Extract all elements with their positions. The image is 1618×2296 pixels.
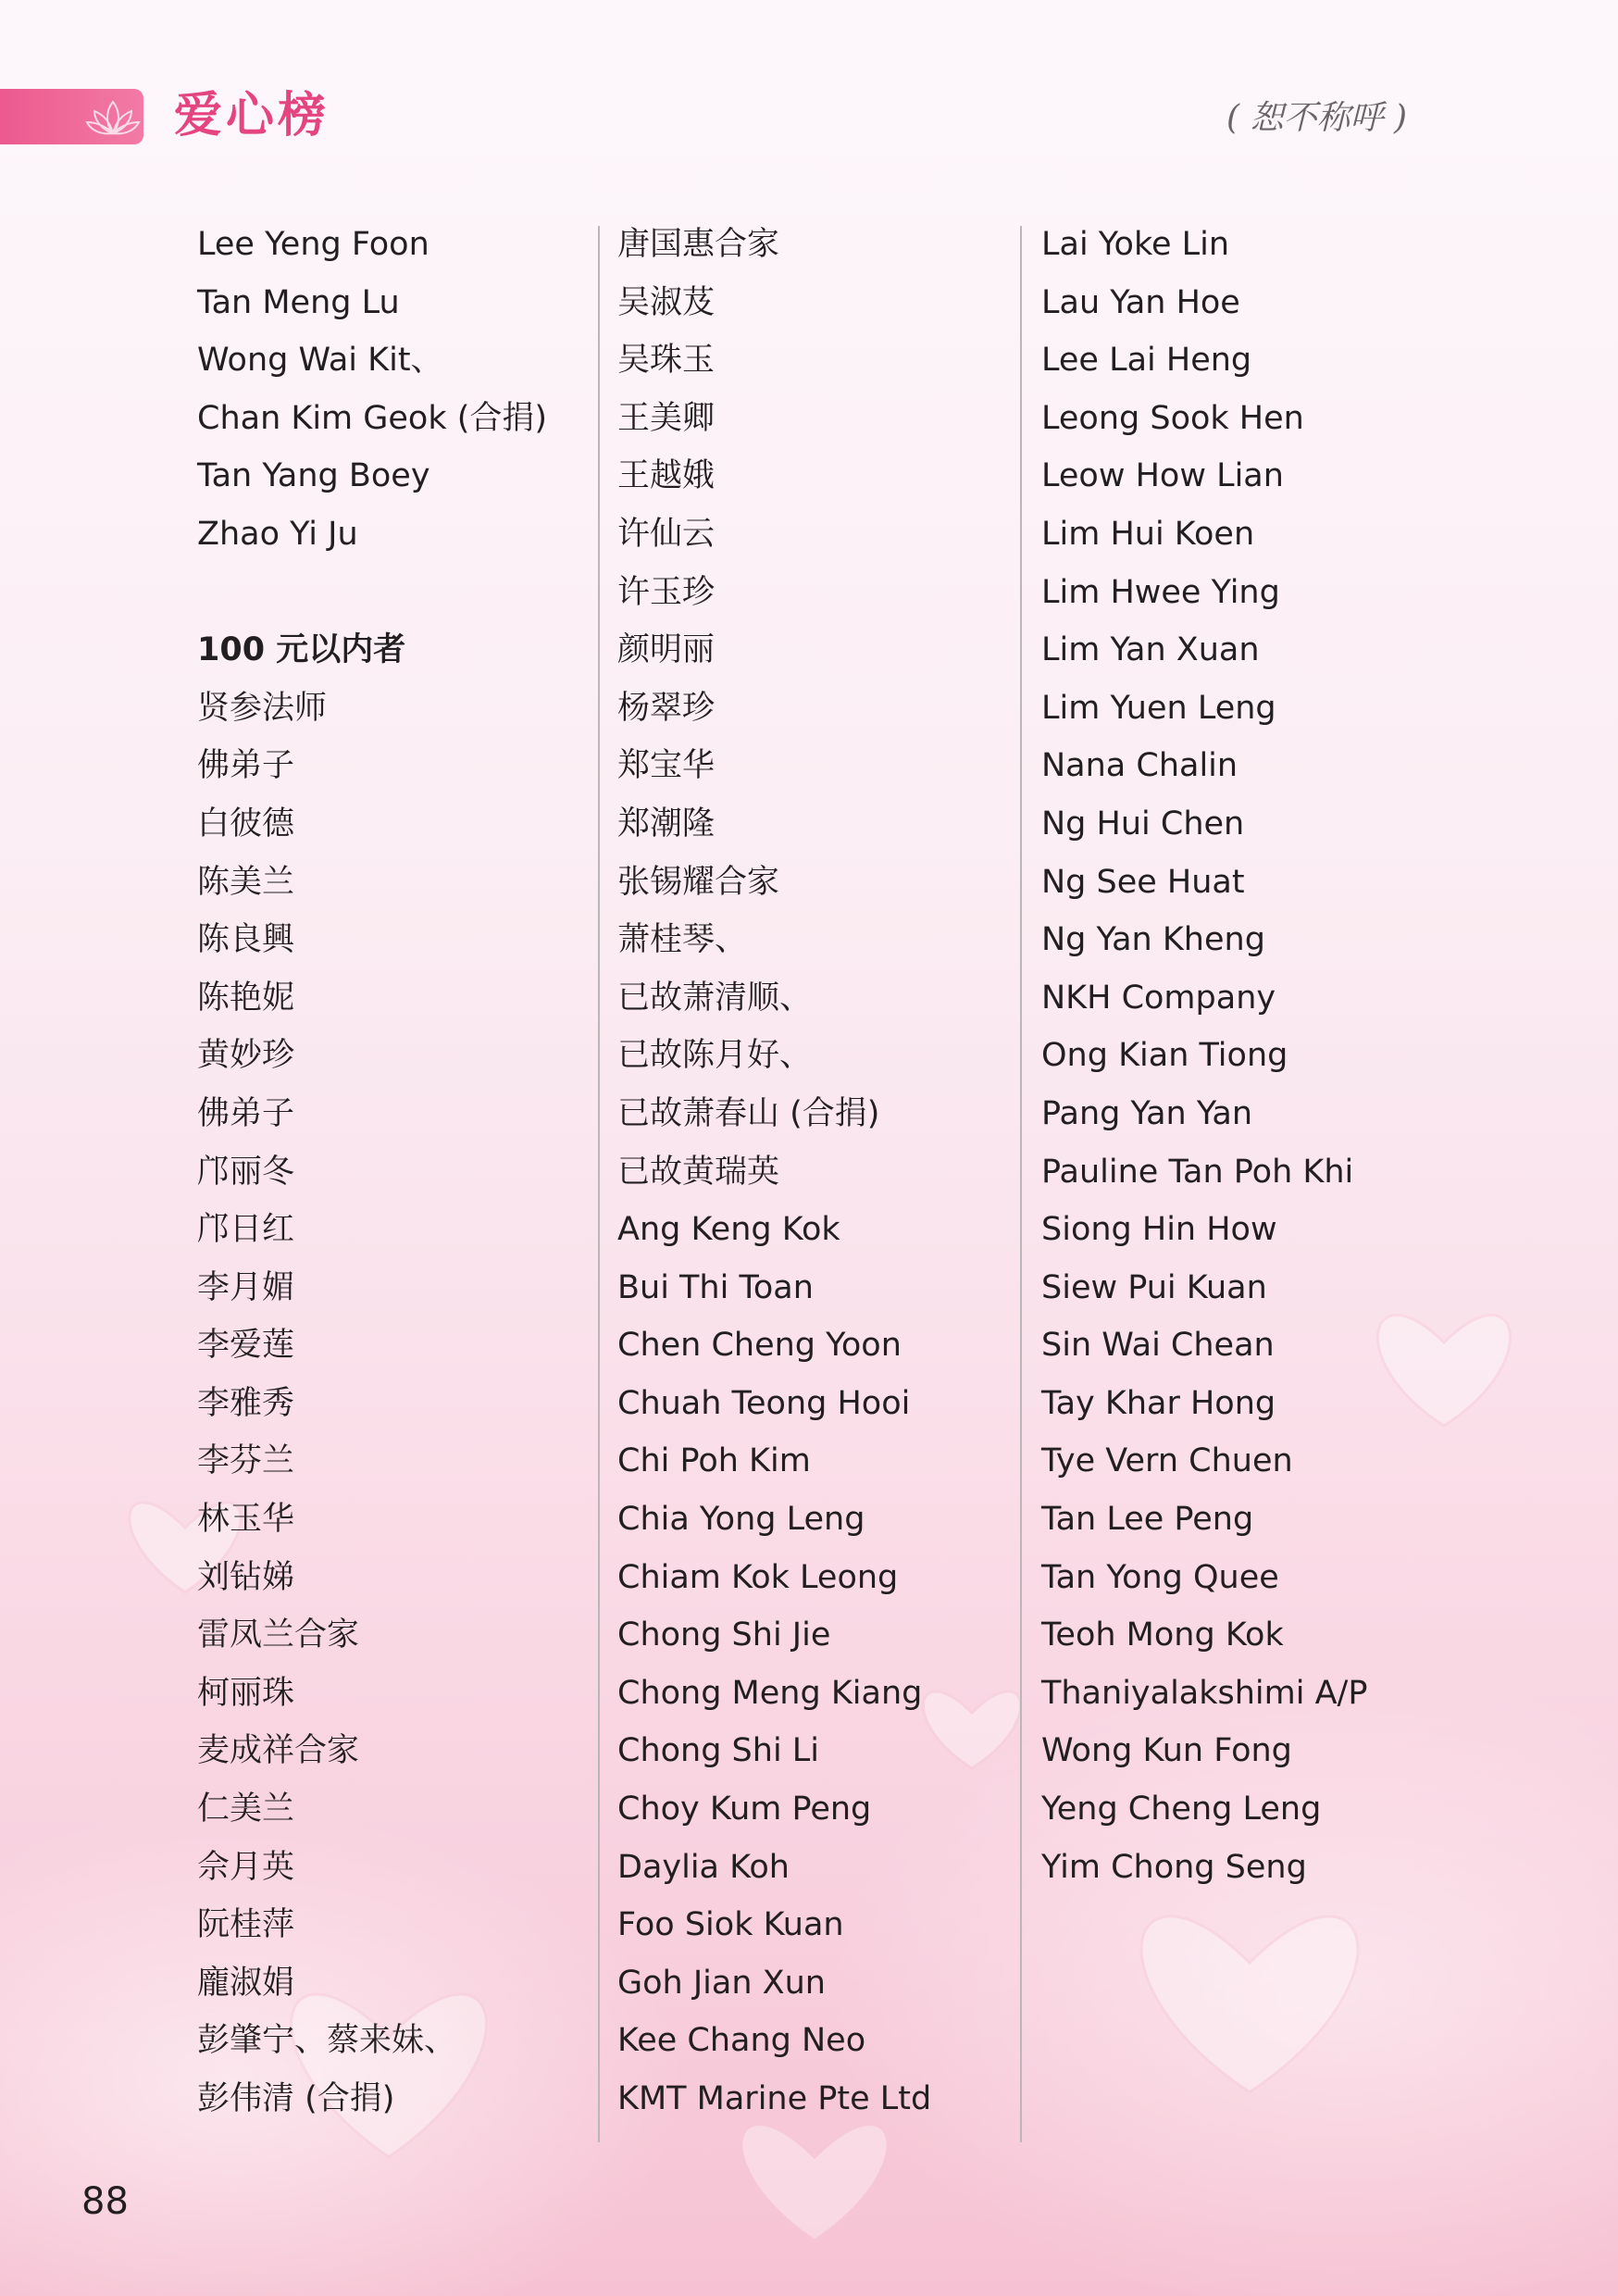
donor-name: Ng See Huat [1041, 863, 1245, 901]
donor-name: Siong Hin How [1041, 1211, 1277, 1249]
donor-name: 已故黄瑞英 [617, 1153, 780, 1191]
donor-name: 许玉珍 [617, 573, 716, 611]
donor-name: Sin Wai Chean [1041, 1327, 1275, 1365]
donor-name: Tan Yang Boey [197, 457, 430, 495]
donor-name: 佛弟子 [197, 747, 295, 785]
section-heading: 100 元以内者 [197, 631, 406, 669]
donor-name: Lim Yan Xuan [1041, 631, 1260, 669]
donor-name: Ang Keng Kok [617, 1211, 840, 1249]
donor-name: Wong Wai Kit、 [197, 342, 443, 380]
donor-name: 邝丽冬 [197, 1153, 295, 1191]
donor-name: 邝日红 [197, 1211, 295, 1249]
column-divider-1 [598, 226, 600, 2142]
donor-name: Choy Kum Peng [617, 1791, 872, 1828]
donor-name: 郑潮隆 [617, 805, 716, 842]
donor-name: Zhao Yi Ju [197, 515, 358, 553]
donor-name: 已故陈月好、 [617, 1037, 813, 1075]
donor-name: 许仙云 [617, 515, 716, 553]
donor-name: 黄妙珍 [197, 1037, 295, 1075]
donor-name: Lim Hwee Ying [1041, 573, 1280, 611]
donor-name: 雷凤兰合家 [197, 1616, 360, 1654]
donor-column-1 [197, 216, 586, 2128]
donor-name: 阮桂萍 [197, 1906, 295, 1944]
subtitle-note: ( 恕不称呼 ) [1226, 99, 1407, 137]
donor-name: NKH Company [1041, 979, 1276, 1017]
donor-name: 吴淑芨 [617, 283, 716, 321]
donor-name: 龐淑娟 [197, 1964, 295, 2002]
donor-name: 麦成祥合家 [197, 1732, 360, 1770]
donor-name: 彭伟清 (合捐) [197, 2080, 395, 2117]
donor-name: Nana Chalin [1041, 747, 1238, 785]
donor-name: 陈美兰 [197, 863, 295, 901]
donor-name: 郑宝华 [617, 747, 716, 785]
donor-name: 李芬兰 [197, 1442, 295, 1480]
donor-name: Bui Thi Toan [617, 1268, 814, 1306]
donor-name: Tay Khar Hong [1041, 1384, 1276, 1422]
donor-name: 唐国惠合家 [617, 226, 780, 263]
donor-name: Leong Sook Hen [1041, 399, 1304, 437]
donor-name: 萧桂琴、 [617, 921, 748, 959]
donor-name: Chi Poh Kim [617, 1442, 811, 1480]
donor-name: Pang Yan Yan [1041, 1094, 1253, 1132]
donor-name: 李月媚 [197, 1268, 295, 1306]
donor-name: Lim Yuen Leng [1041, 689, 1276, 727]
donor-name: 杨翠珍 [617, 689, 716, 727]
page-title: 爱心榜 [174, 88, 330, 144]
donor-name: 白彼德 [197, 805, 295, 842]
donor-name: 张锡耀合家 [617, 863, 780, 901]
donor-name: Chuah Teong Hooi [617, 1384, 911, 1422]
donor-name: Leow How Lian [1041, 457, 1284, 495]
donor-name: Foo Siok Kuan [617, 1906, 844, 1944]
donor-name: 刘钻娣 [197, 1558, 295, 1596]
donor-name: 王越娥 [617, 457, 716, 495]
donor-name: Tye Vern Chuen [1041, 1442, 1293, 1480]
donor-name: Chong Shi Li [617, 1732, 820, 1770]
donor-name: Chan Kim Geok (合捐) [197, 399, 548, 437]
donor-name: 陈良興 [197, 921, 295, 959]
donor-name: Chen Cheng Yoon [617, 1327, 902, 1365]
donor-name: Lim Hui Koen [1041, 515, 1255, 553]
donor-name: 颜明丽 [617, 631, 716, 669]
donor-name: Ong Kian Tiong [1041, 1037, 1288, 1075]
donor-name: Ng Yan Kheng [1041, 921, 1265, 959]
donor-name: Lee Yeng Foon [197, 226, 429, 263]
donor-name: Chong Shi Jie [617, 1616, 831, 1654]
donor-name: 贤参法师 [197, 689, 328, 727]
column-divider-2 [1020, 226, 1022, 2142]
donor-name: Daylia Koh [617, 1848, 790, 1886]
donor-name: Tan Meng Lu [197, 283, 400, 321]
donor-name: Lee Lai Heng [1041, 342, 1252, 380]
donor-name: Wong Kun Fong [1041, 1732, 1292, 1770]
donor-name: Yim Chong Seng [1041, 1848, 1307, 1886]
donor-name: 林玉华 [197, 1501, 295, 1539]
donor-name: Lau Yan Hoe [1041, 283, 1240, 321]
donor-name: KMT Marine Pte Ltd [617, 2080, 932, 2117]
donor-name: 仁美兰 [197, 1791, 295, 1828]
donor-name: Kee Chang Neo [617, 2022, 866, 2060]
donor-name: Yeng Cheng Leng [1041, 1791, 1322, 1828]
donor-name: Chong Meng Kiang [617, 1674, 923, 1712]
donor-name: 佘月英 [197, 1848, 295, 1886]
donor-name: 柯丽珠 [197, 1674, 295, 1712]
donor-name: 佛弟子 [197, 1094, 295, 1132]
donor-name: Chia Yong Leng [617, 1501, 865, 1539]
donor-name: 李雅秀 [197, 1384, 295, 1422]
donor-name: 已故萧清顺、 [617, 979, 813, 1017]
donor-column-3 [1041, 216, 1560, 1896]
page-number: 88 [81, 2180, 129, 2223]
donor-name: 王美卿 [617, 399, 716, 437]
donor-name: Chiam Kok Leong [617, 1558, 899, 1596]
donor-name: 陈艳妮 [197, 979, 295, 1017]
donor-name: Siew Pui Kuan [1041, 1268, 1267, 1306]
donor-name: Ng Hui Chen [1041, 805, 1245, 842]
donor-name: Thaniyalakshimi A/P [1041, 1674, 1368, 1712]
lotus-icon [85, 96, 141, 141]
donor-name: Tan Yong Quee [1041, 1558, 1279, 1596]
donor-name: Tan Lee Peng [1041, 1501, 1254, 1539]
donor-name: 李爱莲 [197, 1327, 295, 1365]
donor-name: 吴珠玉 [617, 342, 716, 380]
donor-column-2 [617, 216, 1006, 2128]
donor-name: 已故萧春山 (合捐) [617, 1094, 880, 1132]
list-spacer [197, 564, 586, 622]
donor-name: Pauline Tan Poh Khi [1041, 1153, 1354, 1191]
donor-name: Lai Yoke Lin [1041, 226, 1230, 263]
donor-name: 彭肇宁、蔡来妹、 [197, 2022, 457, 2060]
donor-name: Goh Jian Xun [617, 1964, 826, 2002]
donor-name: Teoh Mong Kok [1041, 1616, 1284, 1654]
